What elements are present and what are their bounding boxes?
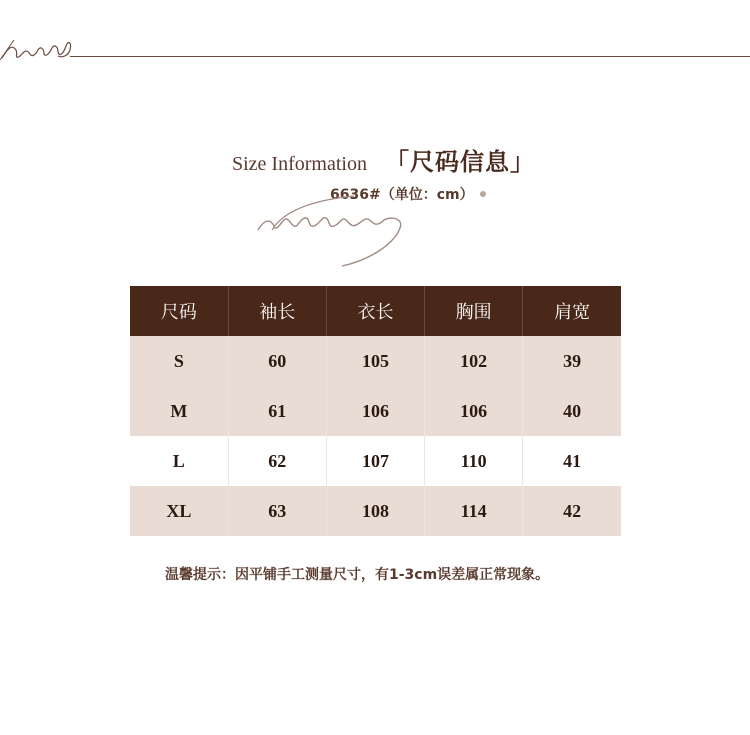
cell-shoulder: 39 [523, 336, 621, 386]
heading-title-cn: 「尺码信息」 [384, 148, 535, 176]
cell-sleeve-length: 60 [228, 336, 326, 386]
size-info-heading [232, 142, 535, 182]
header-size: 尺码 [130, 286, 228, 336]
header-sleeve-length: 袖长 [228, 286, 326, 336]
table-row [130, 486, 621, 536]
cell-size: S [130, 336, 228, 386]
heading-title-en: Size Information [232, 153, 367, 175]
cell-chest: 102 [425, 336, 523, 386]
cell-sleeve-length: 62 [228, 436, 326, 486]
cell-shoulder: 42 [523, 486, 621, 536]
header-chest: 胸围 [425, 286, 523, 336]
cell-shoulder: 40 [523, 386, 621, 436]
header-shoulder: 肩宽 [523, 286, 621, 336]
cell-size: XL [130, 486, 228, 536]
measurement-note: 温馨提示：因平铺手工测量尺寸，有1-3cm误差属正常现象。 [165, 567, 550, 583]
cell-chest: 110 [425, 436, 523, 486]
unit-subtitle-text: 6636#（单位：cm） [330, 187, 474, 203]
cell-garment-length: 105 [326, 336, 424, 386]
cell-shoulder: 41 [523, 436, 621, 486]
dot-icon [480, 191, 486, 197]
table-row [130, 336, 621, 386]
cell-chest: 114 [425, 486, 523, 536]
signature-top-decoration [0, 30, 80, 70]
cell-size: M [130, 386, 228, 436]
table-row [130, 436, 621, 486]
cell-size: L [130, 436, 228, 486]
cell-garment-length: 106 [326, 386, 424, 436]
cell-garment-length: 107 [326, 436, 424, 486]
cell-sleeve-length: 63 [228, 486, 326, 536]
cell-sleeve-length: 61 [228, 386, 326, 436]
size-table [130, 286, 621, 536]
table-row [130, 386, 621, 436]
signature-mid-decoration [254, 194, 414, 270]
cell-chest: 106 [425, 386, 523, 436]
header-garment-length: 衣长 [326, 286, 424, 336]
table-header-row [130, 286, 621, 336]
cell-garment-length: 108 [326, 486, 424, 536]
top-divider-line [70, 56, 750, 57]
